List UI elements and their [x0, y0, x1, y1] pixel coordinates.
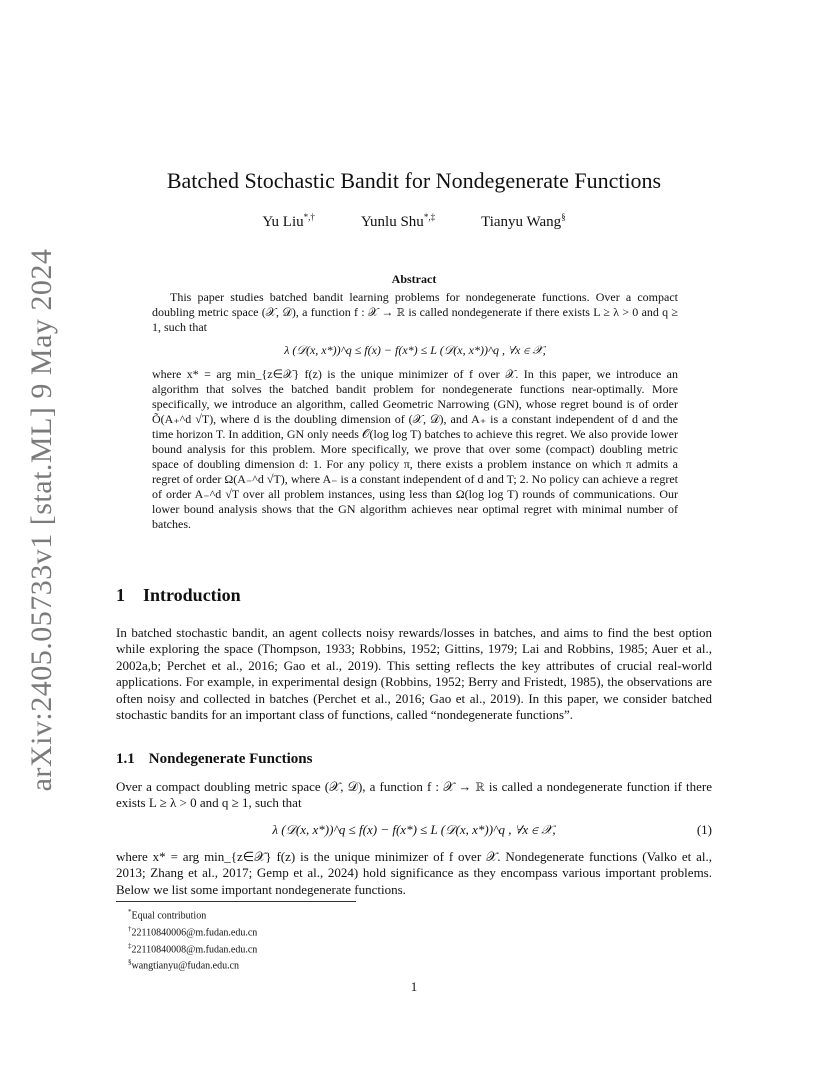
abstract-paragraph: where x* = arg min_{z∈𝒳} f(z) is the unique minimizer of f over 𝒳. In this paper, we introduce an algorithm that solves the batched bandit problem for nondegenerate functions near-optimally. More specifically, we introduce an algorithm, called Geometric Narrowing (GN), whose regret bound is of order Õ(A₊^d √T), where d is the doubling dimension of (𝒳, 𝒟), and A₊ is a constant independent of d and the time horizon T. In addition, GN only needs 𝒪(log log T) batches to achieve this regret. We also provide lower bound analysis for this problem. More specifically, we prove that over some (compact) doubling metric space of doubling dimension d: 1. For any policy π, there exists a problem instance on which π admits a regret of order Ω(A₋^d √T), where A₋ is a constant independent of d and T; 2. No policy can achieve a regret of order A₋^d √T over all problem instances, using less than Ω(log log T) rounds of communications. Our lower bound analysis shows that the GN algorithm achieves near optimal regret with minimal number of batches. [152, 367, 678, 531]
abstract-paragraph: This paper studies batched bandit learning problems for nondegenerate functions. Over a compact doubling metric space (𝒳, 𝒟), a function f : 𝒳 → ℝ is called nondegenerate if there exists L ≥ λ > 0 and q ≥ 1, such that [152, 290, 678, 334]
footnote: †22110840006@m.fudan.edu.cn [128, 924, 258, 939]
footnote: *Equal contribution [128, 908, 207, 922]
subsection-paragraph: where x* = arg min_{z∈𝒳} f(z) is the unique minimizer of f over 𝒳. Nondegenerate functions (Valko et al., 2013; Zhang et al., 2017; Gemp et al., 2024) hold significance as they encompass various important problems. Below we list some important nondegenerate functions. [116, 849, 712, 897]
introduction-paragraph: In batched stochastic bandit, an agent collects noisy rewards/losses in batches, and aims to find the best option while exploring the space (Thompson, 1933; Robbins, 1952; Gittins, 1979; Lai and Robbins, 1985; Auer et al., 2002a,b; Perchet et al., 2016; Gao et al., 2019). This setting reflects the key attributes of crucial real-world applications. For example, in experimental design (Robbins, 1952; Berry and Fristedt, 1985), the observations are often noisy and collected in batches (Perchet et al., 2016; Gao et al., 2019). In this paper, we consider batched stochastic bandits for an important class of functions, called “nondegenerate functions”. [116, 625, 712, 723]
footnote-rule [116, 901, 356, 902]
paper-title: Batched Stochastic Bandit for Nondegenerate Functions [166, 168, 662, 193]
subsection-heading-nondegenerate-functions: 1.1 Nondegenerate Functions [116, 751, 313, 767]
abstract-body [152, 290, 678, 532]
author: Yunlu Shu*,‡ [360, 212, 436, 230]
page-number: 1 [410, 979, 418, 994]
arxiv-identifier: arXiv:2405.05733v1 [stat.ML] 9 May 2024 [25, 248, 58, 792]
abstract-equation: λ (𝒟(x, x*))^q ≤ f(x) − f(x*) ≤ L (𝒟(x, x*))^q , ∀x ∈ 𝒳, [284, 343, 546, 357]
footnotes [128, 906, 257, 973]
author: Tianyu Wang§ [481, 212, 566, 230]
section-heading-introduction: 1 Introduction [116, 585, 241, 605]
equation-1: λ (𝒟(x, x*))^q ≤ f(x) − f(x*) ≤ L (𝒟(x, x*))^q , ∀x ∈ 𝒳, (1) [272, 822, 712, 837]
author: Yu Liu*,† [262, 212, 315, 230]
arxiv-sidebar-stamp [22, 248, 62, 792]
abstract-heading: Abstract [391, 272, 437, 286]
footnote: §wangtianyu@fudan.edu.cn [128, 958, 240, 972]
equation-number: (1) [696, 822, 712, 837]
footnote: ‡22110840008@m.fudan.edu.cn [128, 941, 258, 955]
author-list [0, 212, 828, 231]
subsection-paragraph: Over a compact doubling metric space (𝒳, 𝒟), a function f : 𝒳 → ℝ is called a nondegenerate function if there exists L ≥ λ > 0 and q ≥ 1, such that [116, 779, 712, 811]
